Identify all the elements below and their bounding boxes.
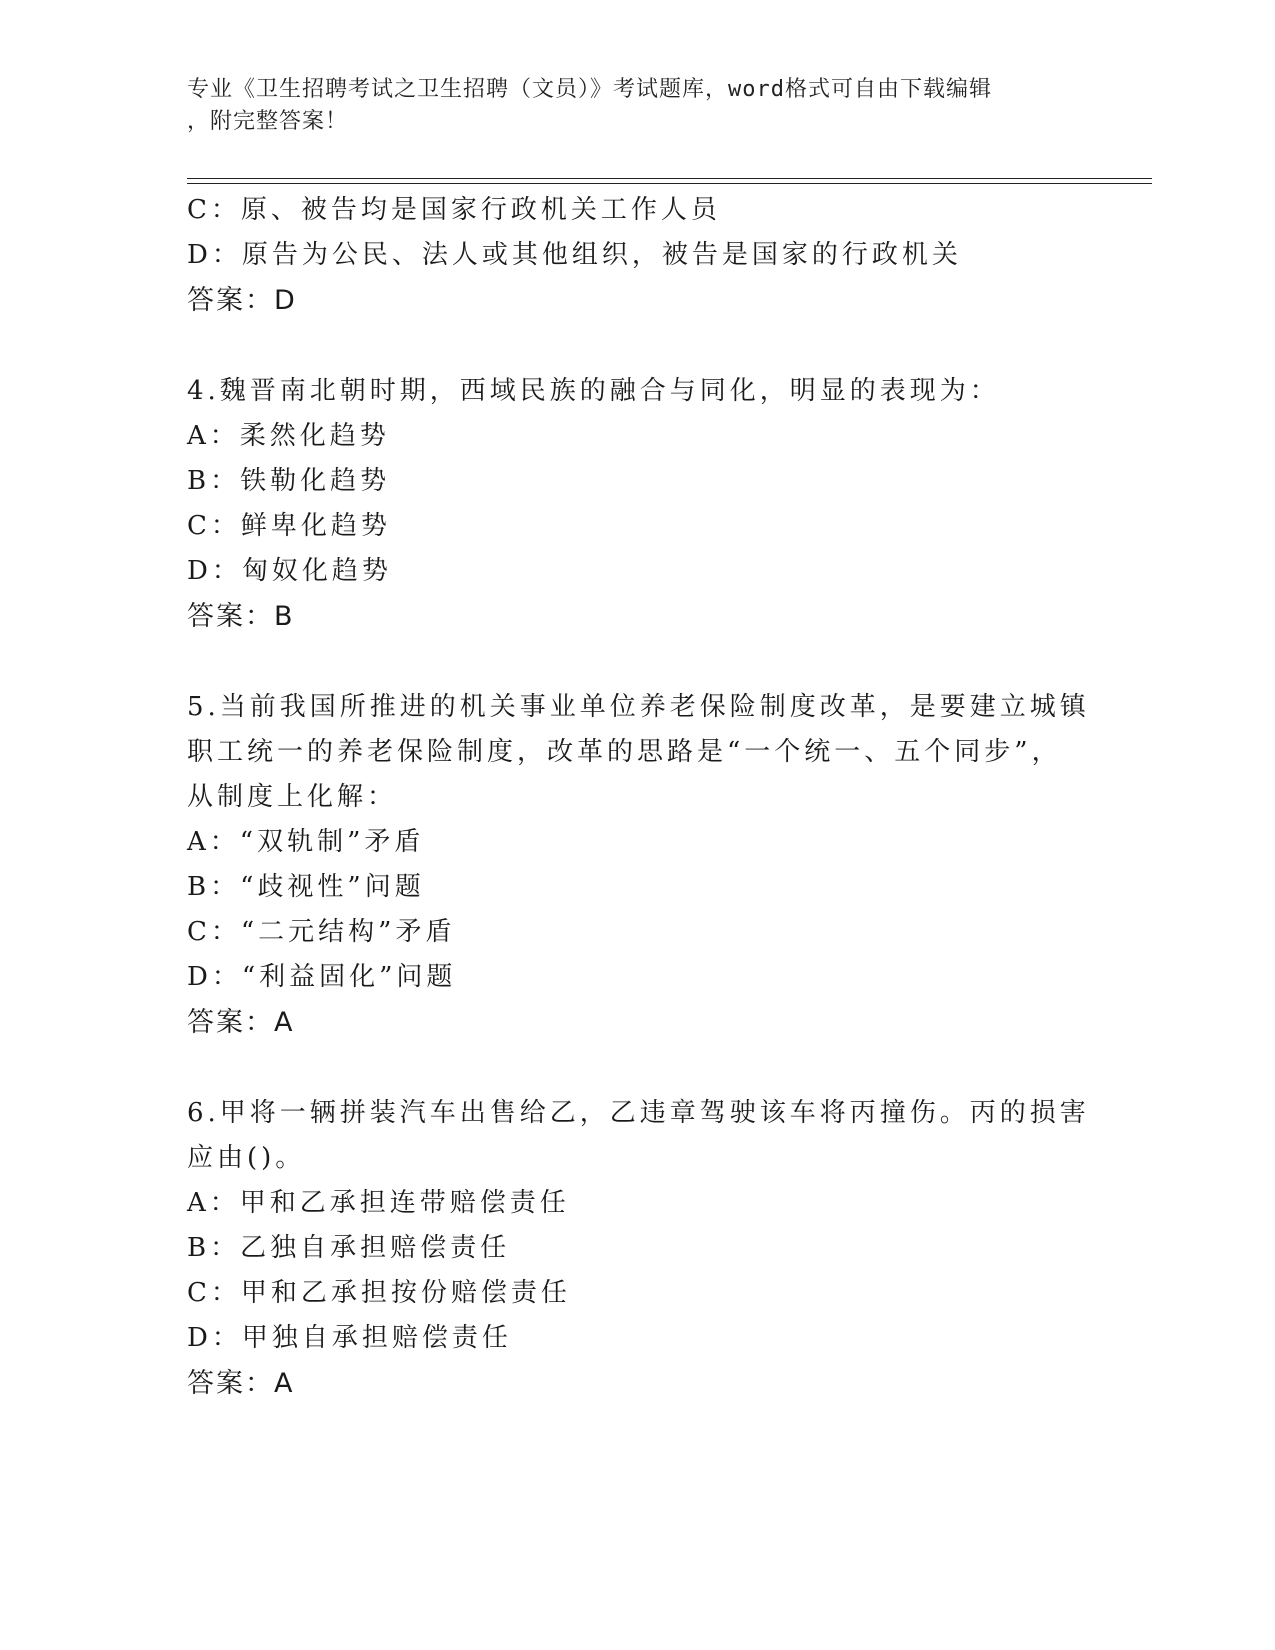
option-a: A：柔然化趋势 bbox=[187, 421, 390, 451]
answer-label: 答案：D bbox=[187, 285, 297, 316]
question-stem-line-2: 应由()。 bbox=[187, 1143, 306, 1173]
answer-label: 答案：A bbox=[187, 1007, 295, 1038]
option-b: B：铁勒化趋势 bbox=[187, 466, 391, 496]
question-stem-line-1: 6.甲将一辆拼装汽车出售给乙，乙违章驾驶该车将丙撞伤。丙的损害 bbox=[187, 1098, 1090, 1128]
answer-label: 答案：B bbox=[187, 601, 295, 632]
option-c: C：鲜卑化趋势 bbox=[187, 511, 391, 541]
option-a: A：甲和乙承担连带赔偿责任 bbox=[187, 1188, 570, 1218]
spacer bbox=[187, 640, 1067, 685]
question-4 bbox=[187, 369, 1067, 640]
question-stem-line-3: 从制度上化解： bbox=[187, 782, 398, 812]
option-c: C：“二元结构”矛盾 bbox=[187, 917, 456, 947]
header-divider-bottom bbox=[187, 183, 1152, 184]
option-a: A：“双轨制”矛盾 bbox=[187, 827, 425, 857]
option-c: C：甲和乙承担按份赔偿责任 bbox=[187, 1278, 571, 1308]
document-header bbox=[187, 74, 1067, 138]
option-d: D：匈奴化趋势 bbox=[187, 556, 392, 586]
question-stem-line-2: 职工统一的养老保险制度，改革的思路是“一个统一、五个同步”， bbox=[187, 737, 1062, 767]
spacer bbox=[187, 1046, 1067, 1091]
option-b: B：乙独自承担赔偿责任 bbox=[187, 1233, 511, 1263]
question-list bbox=[187, 188, 1090, 1407]
option-c: C：原、被告均是国家行政机关工作人员 bbox=[187, 195, 721, 225]
question-stem: 4.魏晋南北朝时期，西域民族的融合与同化，明显的表现为： bbox=[187, 376, 1000, 406]
header-divider-top bbox=[187, 178, 1152, 179]
header-line-1: 专业《卫生招聘考试之卫生招聘（文员）》考试题库，word格式可自由下载编辑 bbox=[187, 77, 992, 102]
option-b: B：“歧视性”问题 bbox=[187, 872, 425, 902]
option-d: D：甲独自承担赔偿责任 bbox=[187, 1323, 512, 1353]
option-d: D：“利益固化”问题 bbox=[187, 962, 457, 992]
question-5 bbox=[187, 685, 1090, 1046]
question-stem-line-1: 5.当前我国所推进的机关事业单位养老保险制度改革，是要建立城镇 bbox=[187, 692, 1090, 722]
header-line-2: ，附完整答案！ bbox=[187, 109, 349, 134]
answer-label: 答案：A bbox=[187, 1368, 295, 1399]
spacer bbox=[187, 324, 1067, 369]
option-d: D：原告为公民、法人或其他组织，被告是国家的行政机关 bbox=[187, 240, 962, 270]
question-6 bbox=[187, 1091, 1090, 1407]
question-3-partial bbox=[187, 188, 1067, 324]
